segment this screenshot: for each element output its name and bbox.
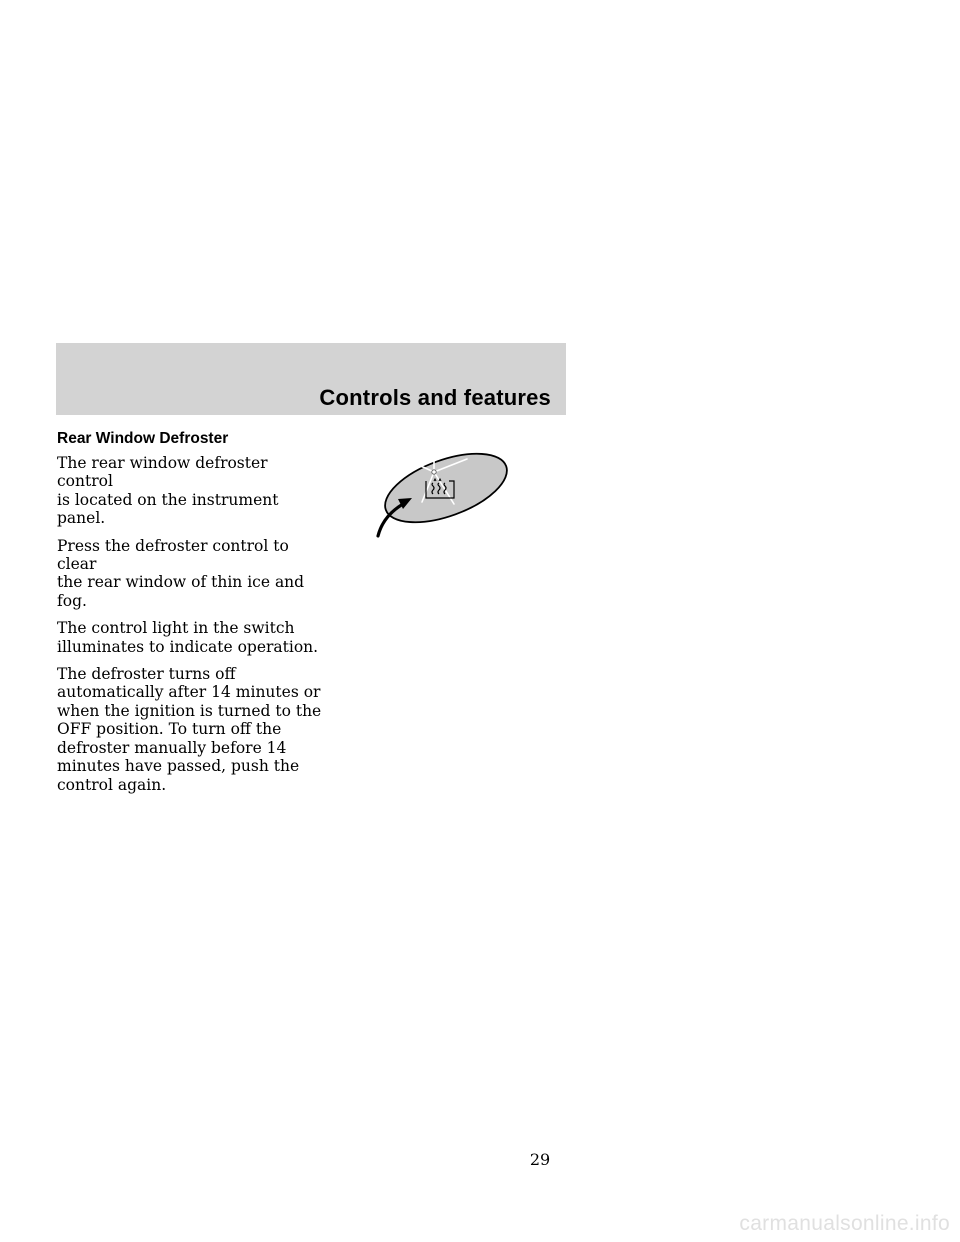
site-watermark: carmanualsonline.info	[739, 1212, 950, 1235]
defroster-button-illustration	[370, 432, 515, 542]
page-number: 29	[529, 1150, 551, 1169]
section-header-band	[56, 343, 566, 415]
paragraph-auto-off: The defroster turns off automatically after 14 minutes or when the ignition is turned to the OFF position. To turn off the defroster manually before 14 minutes have passed, push the control again.	[57, 665, 322, 794]
section-heading: Rear Window Defroster	[57, 430, 229, 447]
paragraph-location: The rear window defroster control is located on the instrument panel.	[57, 454, 279, 528]
light-point	[432, 470, 436, 474]
page-title: Controls and features	[319, 385, 551, 410]
paragraph-usage: Press the defroster control to clear the rear window of thin ice and fog.	[57, 536, 305, 610]
defroster-button-drawing	[370, 432, 515, 542]
paragraph-indicator: The control light in the switch illuminates to indicate operation.	[57, 619, 319, 656]
content-column	[57, 429, 327, 803]
